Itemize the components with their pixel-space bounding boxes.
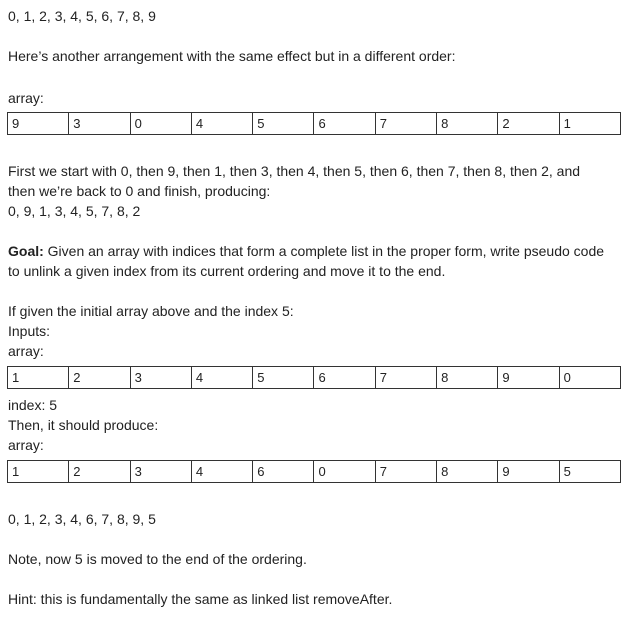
- produce-line: Then, it should produce:: [8, 417, 159, 433]
- array-cell: 9: [498, 367, 559, 388]
- array-cell: 0: [131, 113, 192, 134]
- goal-line-2: to unlink a given index from its current ordering and move it to the end.: [8, 263, 446, 279]
- explanation-line-2: then we’re back to 0 and finish, producing:: [8, 183, 271, 199]
- array-cell: 6: [314, 367, 375, 388]
- array-cell: 3: [131, 367, 192, 388]
- array-cell: 8: [437, 113, 498, 134]
- another-arrangement-intro: Here’s another arrangement with the same effect but in a different order:: [8, 48, 456, 64]
- array-cell: 7: [376, 461, 437, 482]
- array-table-2: [7, 366, 621, 389]
- sequence-top: 0, 1, 2, 3, 4, 5, 6, 7, 8, 9: [8, 8, 156, 24]
- array-cell: 5: [253, 367, 314, 388]
- array-cell: 7: [376, 367, 437, 388]
- array-cell: 2: [69, 367, 130, 388]
- array-cell: 5: [253, 113, 314, 134]
- array-cell: 2: [498, 113, 559, 134]
- sequence-3: 0, 1, 2, 3, 4, 6, 7, 8, 9, 5: [8, 511, 156, 527]
- array-cell: 6: [314, 113, 375, 134]
- sequence-2: 0, 9, 1, 3, 4, 5, 7, 8, 2: [8, 203, 141, 219]
- array-cell: 0: [314, 461, 375, 482]
- array-cell: 4: [192, 461, 253, 482]
- array-cell: 9: [8, 113, 69, 134]
- array-table-3: [7, 460, 621, 483]
- explanation-line-1: First we start with 0, then 9, then 1, then 3, then 4, then 5, then 6, then 7, then 8, then 2, and: [8, 163, 581, 179]
- inputs-label: Inputs:: [8, 323, 51, 339]
- array-cell: 8: [437, 367, 498, 388]
- goal-text-1: Given an array with indices that form a complete list in the proper form, write pseudo code: [43, 243, 605, 259]
- hint-line: Hint: this is fundamentally the same as linked list removeAfter.: [8, 591, 393, 607]
- array-cell: 7: [376, 113, 437, 134]
- goal-line-1: [8, 242, 604, 260]
- array-cell: 1: [563, 116, 571, 131]
- array-cell: 5: [563, 464, 571, 479]
- array-label-1: array:: [8, 90, 44, 106]
- array-cell: 9: [498, 461, 559, 482]
- given-line: If given the initial array above and the index 5:: [8, 303, 294, 319]
- array-cell: 1: [8, 461, 69, 482]
- array-cell: 6: [253, 461, 314, 482]
- index-line: index: 5: [8, 397, 58, 413]
- array-cell: 3: [69, 113, 130, 134]
- array-cell: 2: [69, 461, 130, 482]
- array-cell: 8: [437, 461, 498, 482]
- array-cell: 4: [192, 367, 253, 388]
- array-cell: 1: [8, 367, 69, 388]
- array-label-2: array:: [8, 343, 44, 359]
- array-label-3: array:: [8, 437, 44, 453]
- array-cell: 4: [192, 113, 253, 134]
- goal-label: Goal:: [8, 243, 44, 259]
- array-table-1: [7, 112, 621, 135]
- array-cell: 3: [131, 461, 192, 482]
- note-line: Note, now 5 is moved to the end of the ordering.: [8, 551, 307, 567]
- array-cell: 0: [563, 370, 571, 385]
